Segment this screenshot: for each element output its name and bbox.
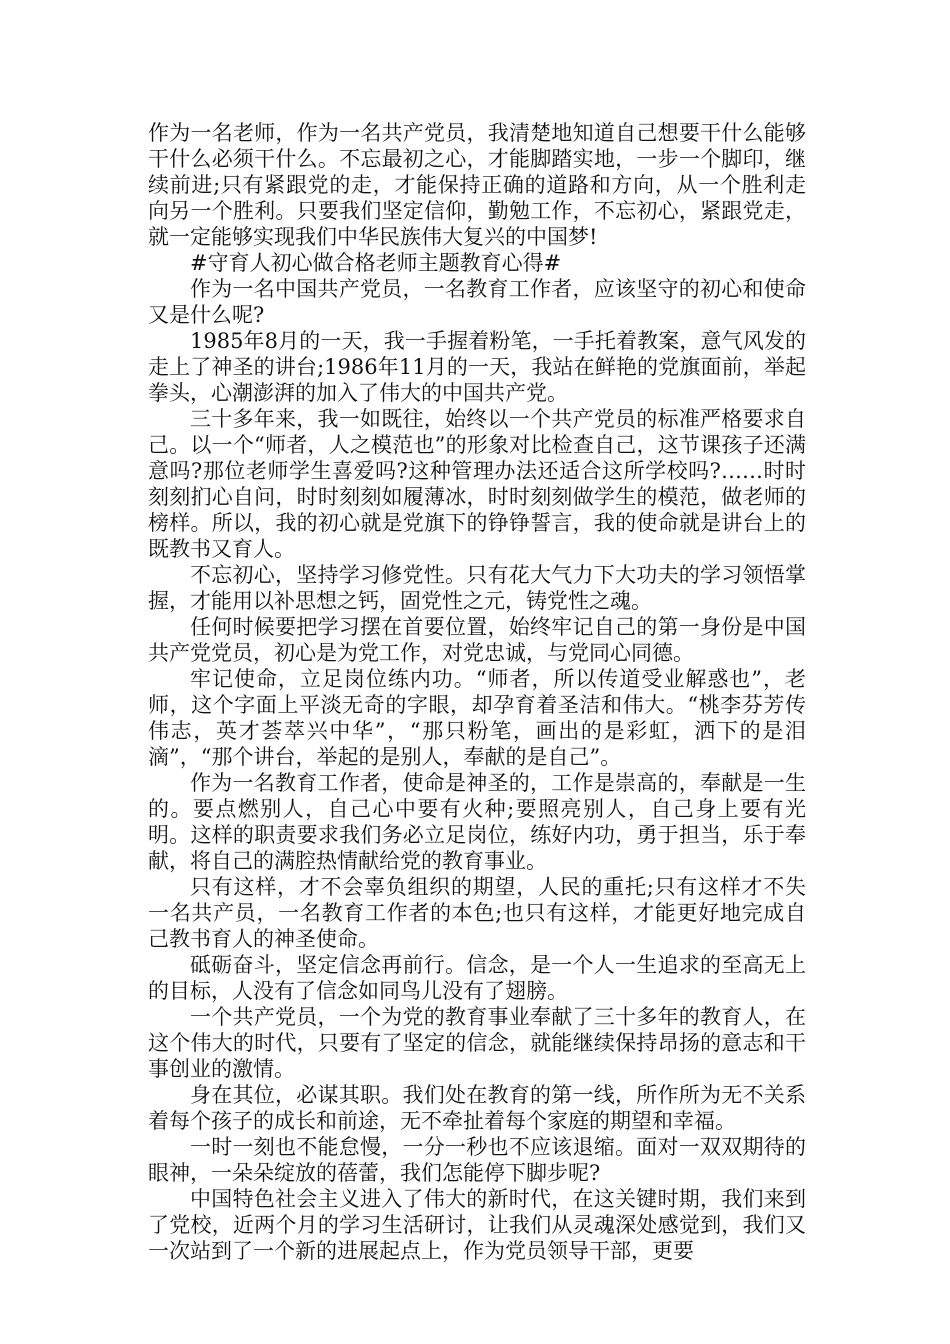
paragraph: 中国特色社会主义进入了伟大的新时代，在这关键时期，我们来到了党校，近两个月的学习生活研讨，让我们从灵魂深处感觉到，我们又一次站到了一个新的进展起点上，作为党员领导干部，更要 [148,1187,806,1263]
paragraph: 任何时候要把学习摆在首要位置，始终牢记自己的第一身份是中国共产党党员，初心是为党工作，对党忠诚，与党同心同德。 [148,615,806,665]
paragraph: 牢记使命，立足岗位练内功。“师者，所以传道受业解惑也”，老师，这个字面上平淡无奇的字眼，却孕育着圣洁和伟大。“桃李芬芳传伟志，英才荟萃兴中华”，“那只粉笔，画出的是彩虹，洒下的是泪滴”，“那个讲台，举起的是别人，奉献的是自己”。 [148,667,806,769]
document-page [148,120,806,1264]
paragraph: 一个共产党员，一个为党的教育事业奉献了三十多年的教育人，在这个伟大的时代，只要有了坚定的信念，就能继续保持昂扬的意志和干事创业的激情。 [148,1005,806,1081]
paragraph: 三十多年来，我一如既往，始终以一个共产党员的标准严格要求自己。以一个“师者，人之模范也”的形象对比检查自己，这节课孩子还满意吗?那位老师学生喜爱吗?这种管理办法还适合这所学校吗?……时时刻刻扪心自问，时时刻刻如履薄冰，时时刻刻做学生的模范，做老师的榜样。所以，我的初心就是党旗下的铮铮誓言，我的使命就是讲台上的既教书又育人。 [148,407,806,561]
paragraph: 身在其位，必谋其职。我们处在教育的第一线，所作所为无不关系着每个孩子的成长和前途，无不牵扯着每个家庭的期望和幸福。 [148,1083,806,1133]
paragraph: 只有这样，才不会辜负组织的期望，人民的重托;只有这样才不失一名共产员，一名教育工作者的本色;也只有这样，才能更好地完成自己教书育人的神圣使命。 [148,875,806,951]
paragraph: 作为一名老师，作为一名共产党员，我清楚地知道自己想要干什么能够干什么必须干什么。不忘最初之心，才能脚踏实地，一步一个脚印，继续前进;只有紧跟党的走，才能保持正确的道路和方向，从一个胜利走向另一个胜利。只要我们坚定信仰，勤勉工作，不忘初心，紧跟党走，就一定能够实现我们中华民族伟大复兴的中国梦! [148,121,806,249]
paragraph: 1985年8月的一天，我一手握着粉笔，一手托着教案，意气风发的走上了神圣的讲台;1986年11月的一天，我站在鲜艳的党旗面前，举起拳头，心潮澎湃的加入了伟大的中国共产党。 [148,329,806,405]
paragraph: 一时一刻也不能怠慢，一分一秒也不应该退缩。面对一双双期待的眼神，一朵朵绽放的蓓蕾，我们怎能停下脚步呢? [148,1135,806,1185]
paragraph: 不忘初心，坚持学习修党性。只有花大气力下大功夫的学习领悟掌握，才能用以补思想之钙，固党性之元，铸党性之魂。 [148,563,806,613]
paragraph: 作为一名教育工作者，使命是神圣的，工作是崇高的，奉献是一生的。要点燃别人，自己心中要有火种;要照亮别人，自己身上要有光明。这样的职责要求我们务必立足岗位，练好内功，勇于担当，乐于奉献，将自己的满腔热情献给党的教育事业。 [148,771,806,873]
paragraph-heading: #守育人初心做合格老师主题教育心得# [190,251,562,275]
paragraph: 作为一名中国共产党员，一名教育工作者，应该坚守的初心和使命又是什么呢? [148,277,806,327]
paragraph: 砥砺奋斗，坚定信念再前行。信念，是一个人一生追求的至高无上的目标，人没有了信念如同鸟儿没有了翅膀。 [148,953,806,1003]
